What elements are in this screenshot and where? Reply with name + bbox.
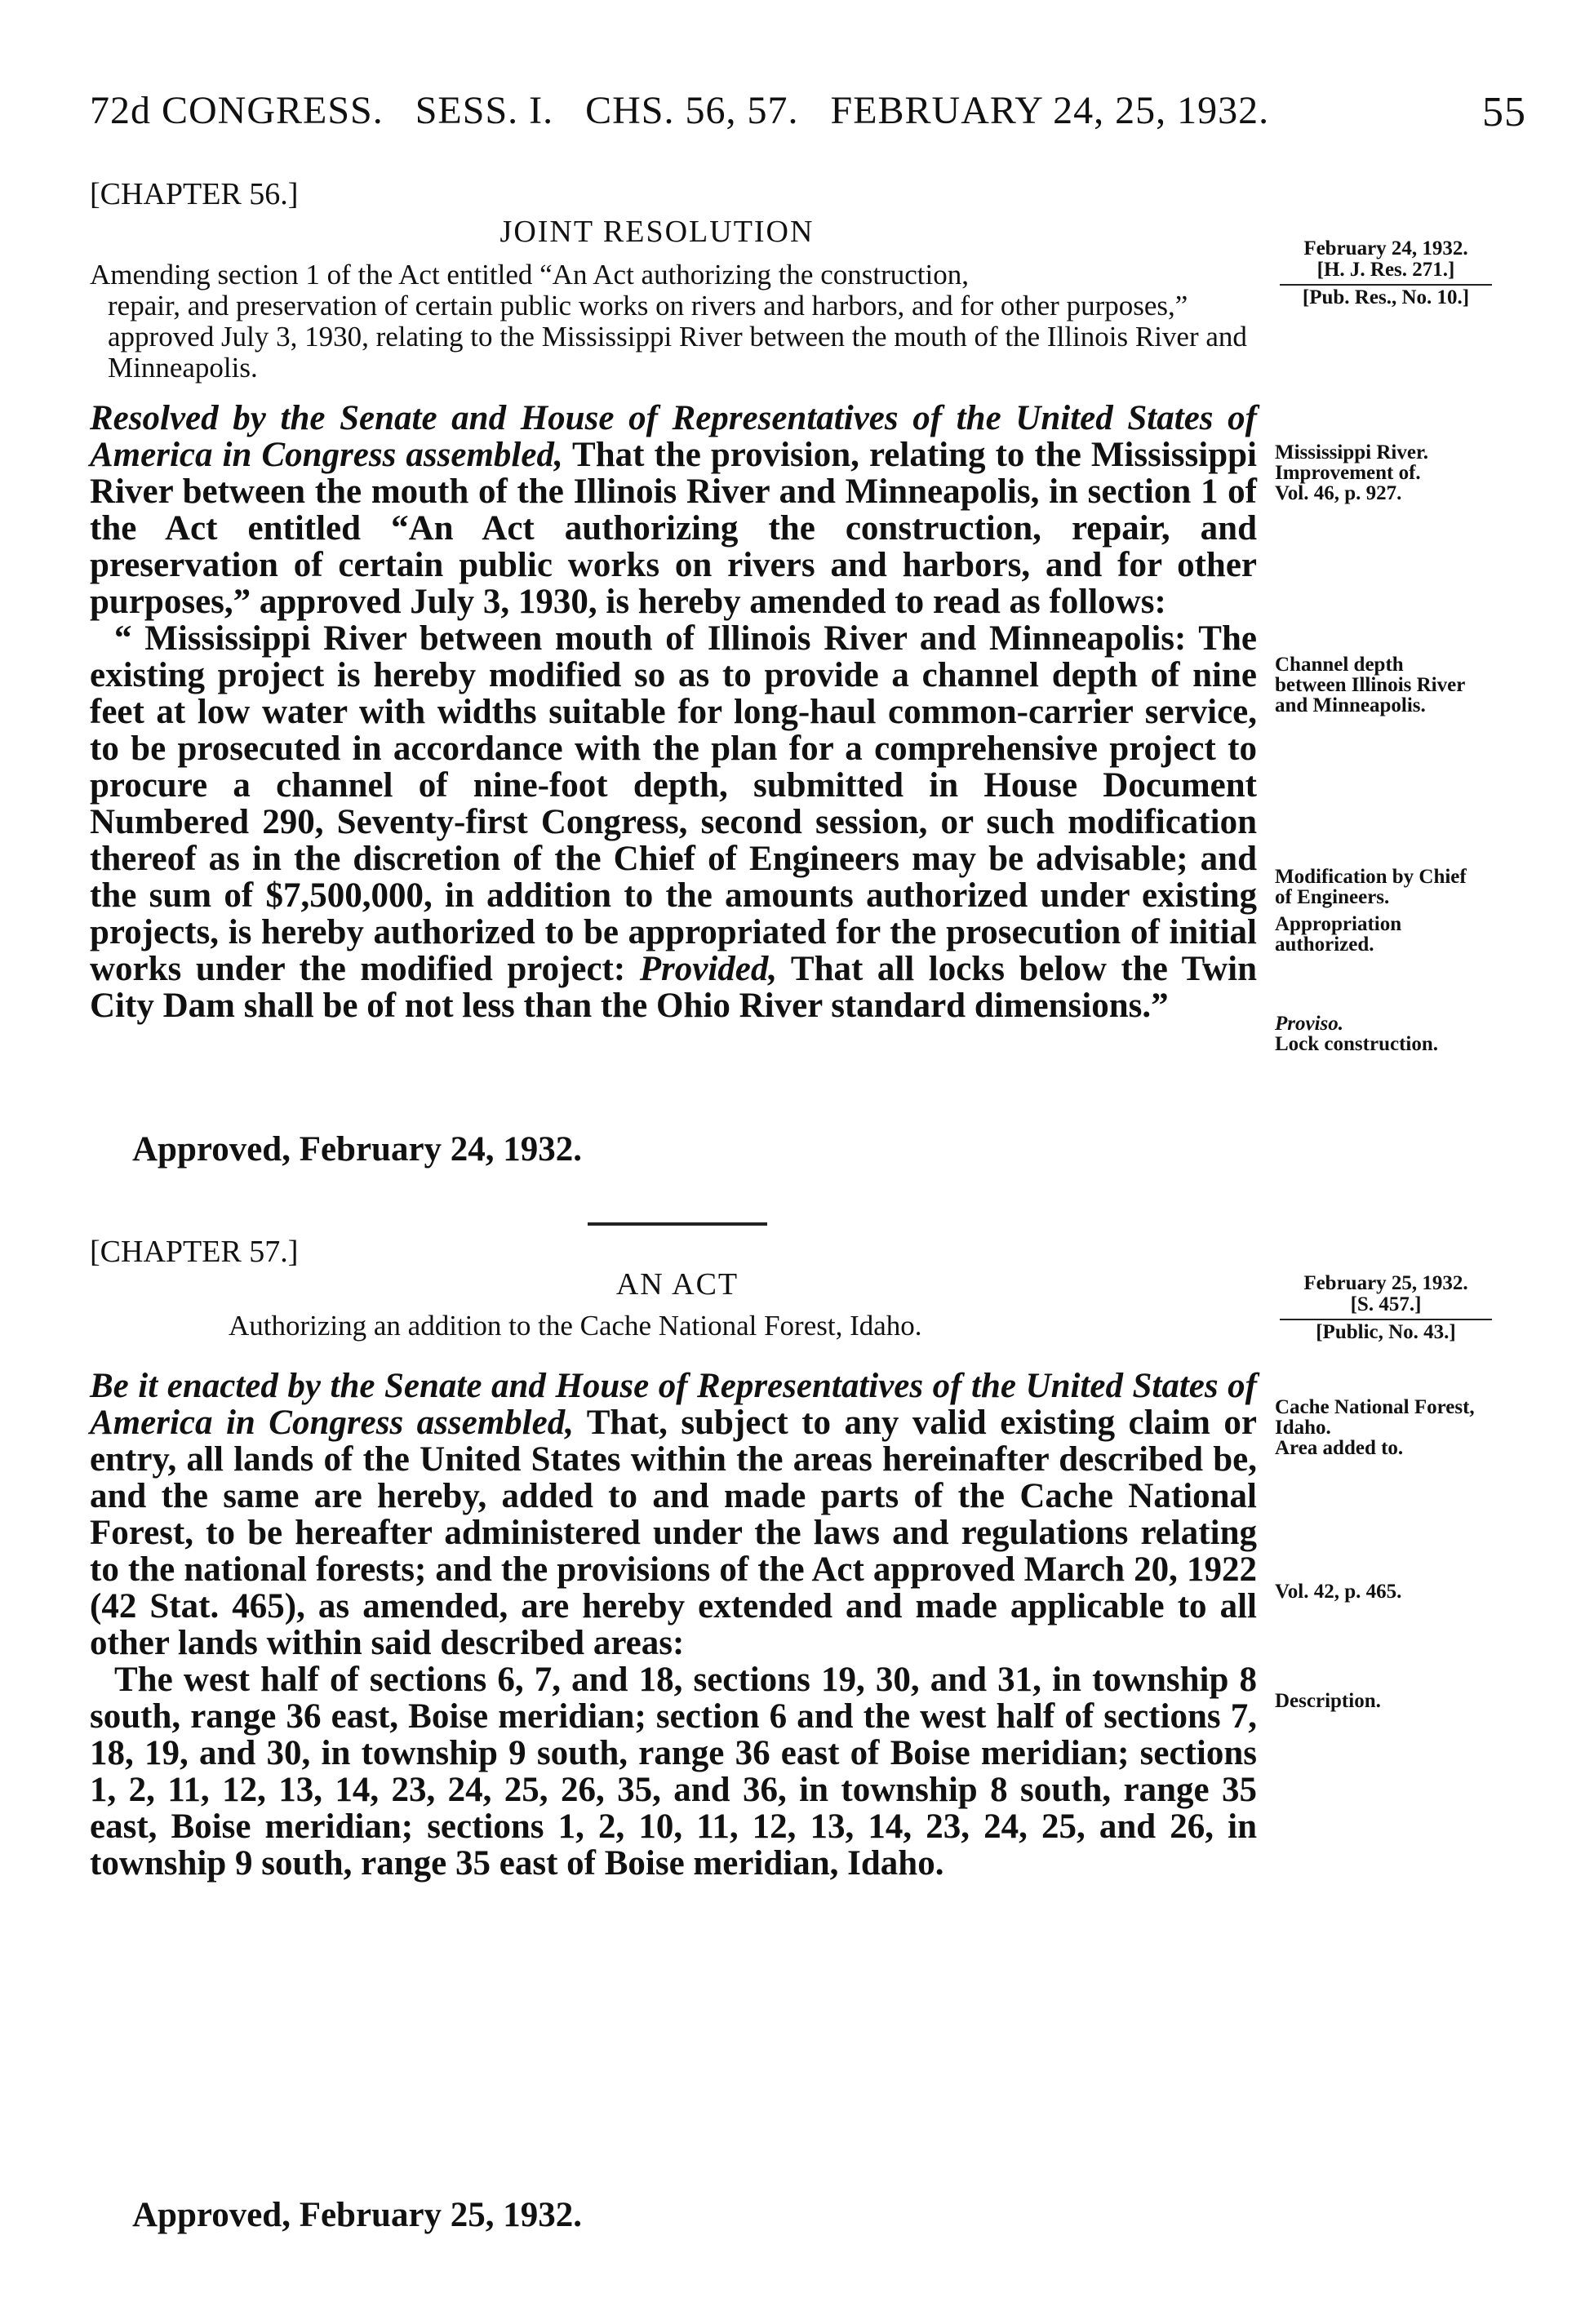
chapter-56-label: [CHAPTER 56.] bbox=[90, 177, 299, 211]
chapter-separator-rule bbox=[588, 1222, 767, 1226]
amendment-paragraph bbox=[90, 620, 1257, 1024]
chapter-56-public-reference bbox=[1280, 238, 1492, 308]
reference-rule bbox=[1280, 284, 1492, 286]
approval-date-note: February 25, 1932. bbox=[1303, 1272, 1468, 1294]
resolving-clause: Resolved by the Senate and House of Representatives of the United States of America in Congress assembled, bbox=[90, 399, 1257, 474]
margin-note-channel-depth: Channel depth between Illinois River and Minneapolis. bbox=[1275, 654, 1465, 716]
public-law-number: [Public, No. 43.] bbox=[1316, 1321, 1456, 1343]
chapter-56-synopsis bbox=[90, 259, 1257, 384]
page-number: 55 bbox=[1482, 89, 1526, 135]
margin-note-modification: Modification by Chief of Engineers. bbox=[1275, 866, 1467, 908]
synopsis-continuation: repair, and preservation of certain public works on rivers and harbors, and for other purposes,” approved July 3, 1930, relating to the Mississippi River between the mouth of the Illinois River and Minneapolis. bbox=[108, 290, 1247, 384]
note-cache-national-forest: Cache National Forest, Idaho. bbox=[1275, 1396, 1475, 1439]
margin-note-cache-forest bbox=[1275, 1397, 1487, 1458]
bill-number: [H. J. Res. 271.] bbox=[1316, 259, 1455, 281]
note-area-added: Area added to. bbox=[1275, 1437, 1404, 1459]
enacting-clause: Be it enacted by the Senate and House of Representatives of the United States of America in Congress assembled, bbox=[90, 1367, 1257, 1442]
margin-note-description: Description. bbox=[1275, 1690, 1381, 1712]
enacting-paragraph bbox=[90, 1368, 1257, 1661]
chapter-57-synopsis: Authorizing an addition to the Cache National Forest, Idaho. bbox=[229, 1310, 922, 1342]
note-volume-46: Vol. 46, p. 927. bbox=[1275, 482, 1402, 504]
resolution-paragraph bbox=[90, 400, 1257, 620]
chapter-57-body bbox=[90, 1368, 1257, 1882]
chapter-56-approved: Approved, February 24, 1932. bbox=[132, 1130, 583, 1169]
proviso-text: That all locks below the Twin City Dam shall be of not less than the Ohio River standard dimensions.” bbox=[90, 950, 1258, 1025]
margin-note-volume-42: Vol. 42, p. 465. bbox=[1275, 1581, 1402, 1603]
enacting-text: That, subject to any valid existing claim or entry, all lands of the United States within the areas hereinafter described be, and the same are hereby, added to and made parts of the Cache National Forest, to be hereafter administered under the laws and regulations relating to the national forests; and the provisions of the Act approved March 20, 1922 (42 Stat. 465), as amended, are hereby extended and made applicable to all other lands within said described areas: bbox=[90, 1404, 1257, 1662]
margin-note-proviso bbox=[1275, 1013, 1536, 1054]
note-lock-construction: Lock construction. bbox=[1275, 1033, 1438, 1055]
public-resolution-number: [Pub. Res., No. 10.] bbox=[1302, 286, 1470, 308]
chapter-57-title: AN ACT bbox=[615, 1267, 739, 1302]
note-proviso: Proviso. bbox=[1275, 1013, 1344, 1035]
amendment-text: “ Mississippi River between mouth of Illinois River and Minneapolis: The existing project is hereby modified so as to provide a channel depth of nine feet at low water with widths suitable for long-haul common-carrier service, to be prosecuted in accordance with the plan for a comprehensive project to procure a channel of nine-foot depth, submitted in House Document Numbered 290, Seventy-first Congress, second session, or such modification thereof as in the discretion of the Chief of Engineers may be advisable; and the sum of $7,500,000, in addition to the amounts authorized under existing projects, is hereby authorized to be appropriated for the prosecution of initial works under the modified project: bbox=[90, 619, 1257, 988]
chapter-56-title: JOINT RESOLUTION bbox=[499, 215, 815, 249]
reference-rule bbox=[1280, 1319, 1492, 1320]
chapter-57-approved: Approved, February 25, 1932. bbox=[132, 2196, 583, 2234]
bill-number: [S. 457.] bbox=[1350, 1293, 1422, 1315]
running-head-text: 72d CONGRESS. SESS. I. CHS. 56, 57. FEBRUARY 24, 25, 1932. bbox=[90, 89, 1270, 132]
approval-date-note: February 24, 1932. bbox=[1303, 237, 1468, 259]
margin-note-mississippi bbox=[1275, 442, 1520, 503]
note-mississippi-river: Mississippi River. bbox=[1275, 441, 1429, 463]
resolution-text: That the provision, relating to the Mississippi River between the mouth of the Illinois River and Minneapolis, in section 1 of the Act entitled “An Act authorizing the construction, repair, and preservation of certain public works on rivers and harbors, and for other purposes,” approved July 3, 1930, is hereby amended to read as follows: bbox=[90, 436, 1257, 621]
note-improvement: Improvement of. bbox=[1275, 462, 1421, 484]
description-paragraph: The west half of sections 6, 7, and 18, sections 19, 30, and 31, in township 8 south, range 36 east, Boise meridian; section 6 and the west half of sections 7, 18, 19, and 30, in township 9 south, range 36 east of Boise meridian; sections 1, 2, 11, 12, 13, 14, 23, 24, 25, 26, 35, and 36, in township 8 south, range 35 east, Boise meridian; sections 1, 2, 10, 11, 12, 13, 14, 23, 24, 25, and 26, in township 9 south, range 35 east of Boise meridian, Idaho. bbox=[90, 1661, 1257, 1883]
chapter-57-public-reference bbox=[1280, 1273, 1492, 1343]
proviso-word: Provided, bbox=[639, 950, 778, 988]
running-head bbox=[90, 88, 1526, 136]
synopsis-first-line: Amending section 1 of the Act entitled “An Act authorizing the construction, bbox=[90, 259, 969, 290]
chapter-56-body bbox=[90, 400, 1257, 1024]
chapter-57-label: [CHAPTER 57.] bbox=[90, 1235, 299, 1269]
margin-note-appropriation: Appropriation authorized. bbox=[1275, 913, 1402, 956]
